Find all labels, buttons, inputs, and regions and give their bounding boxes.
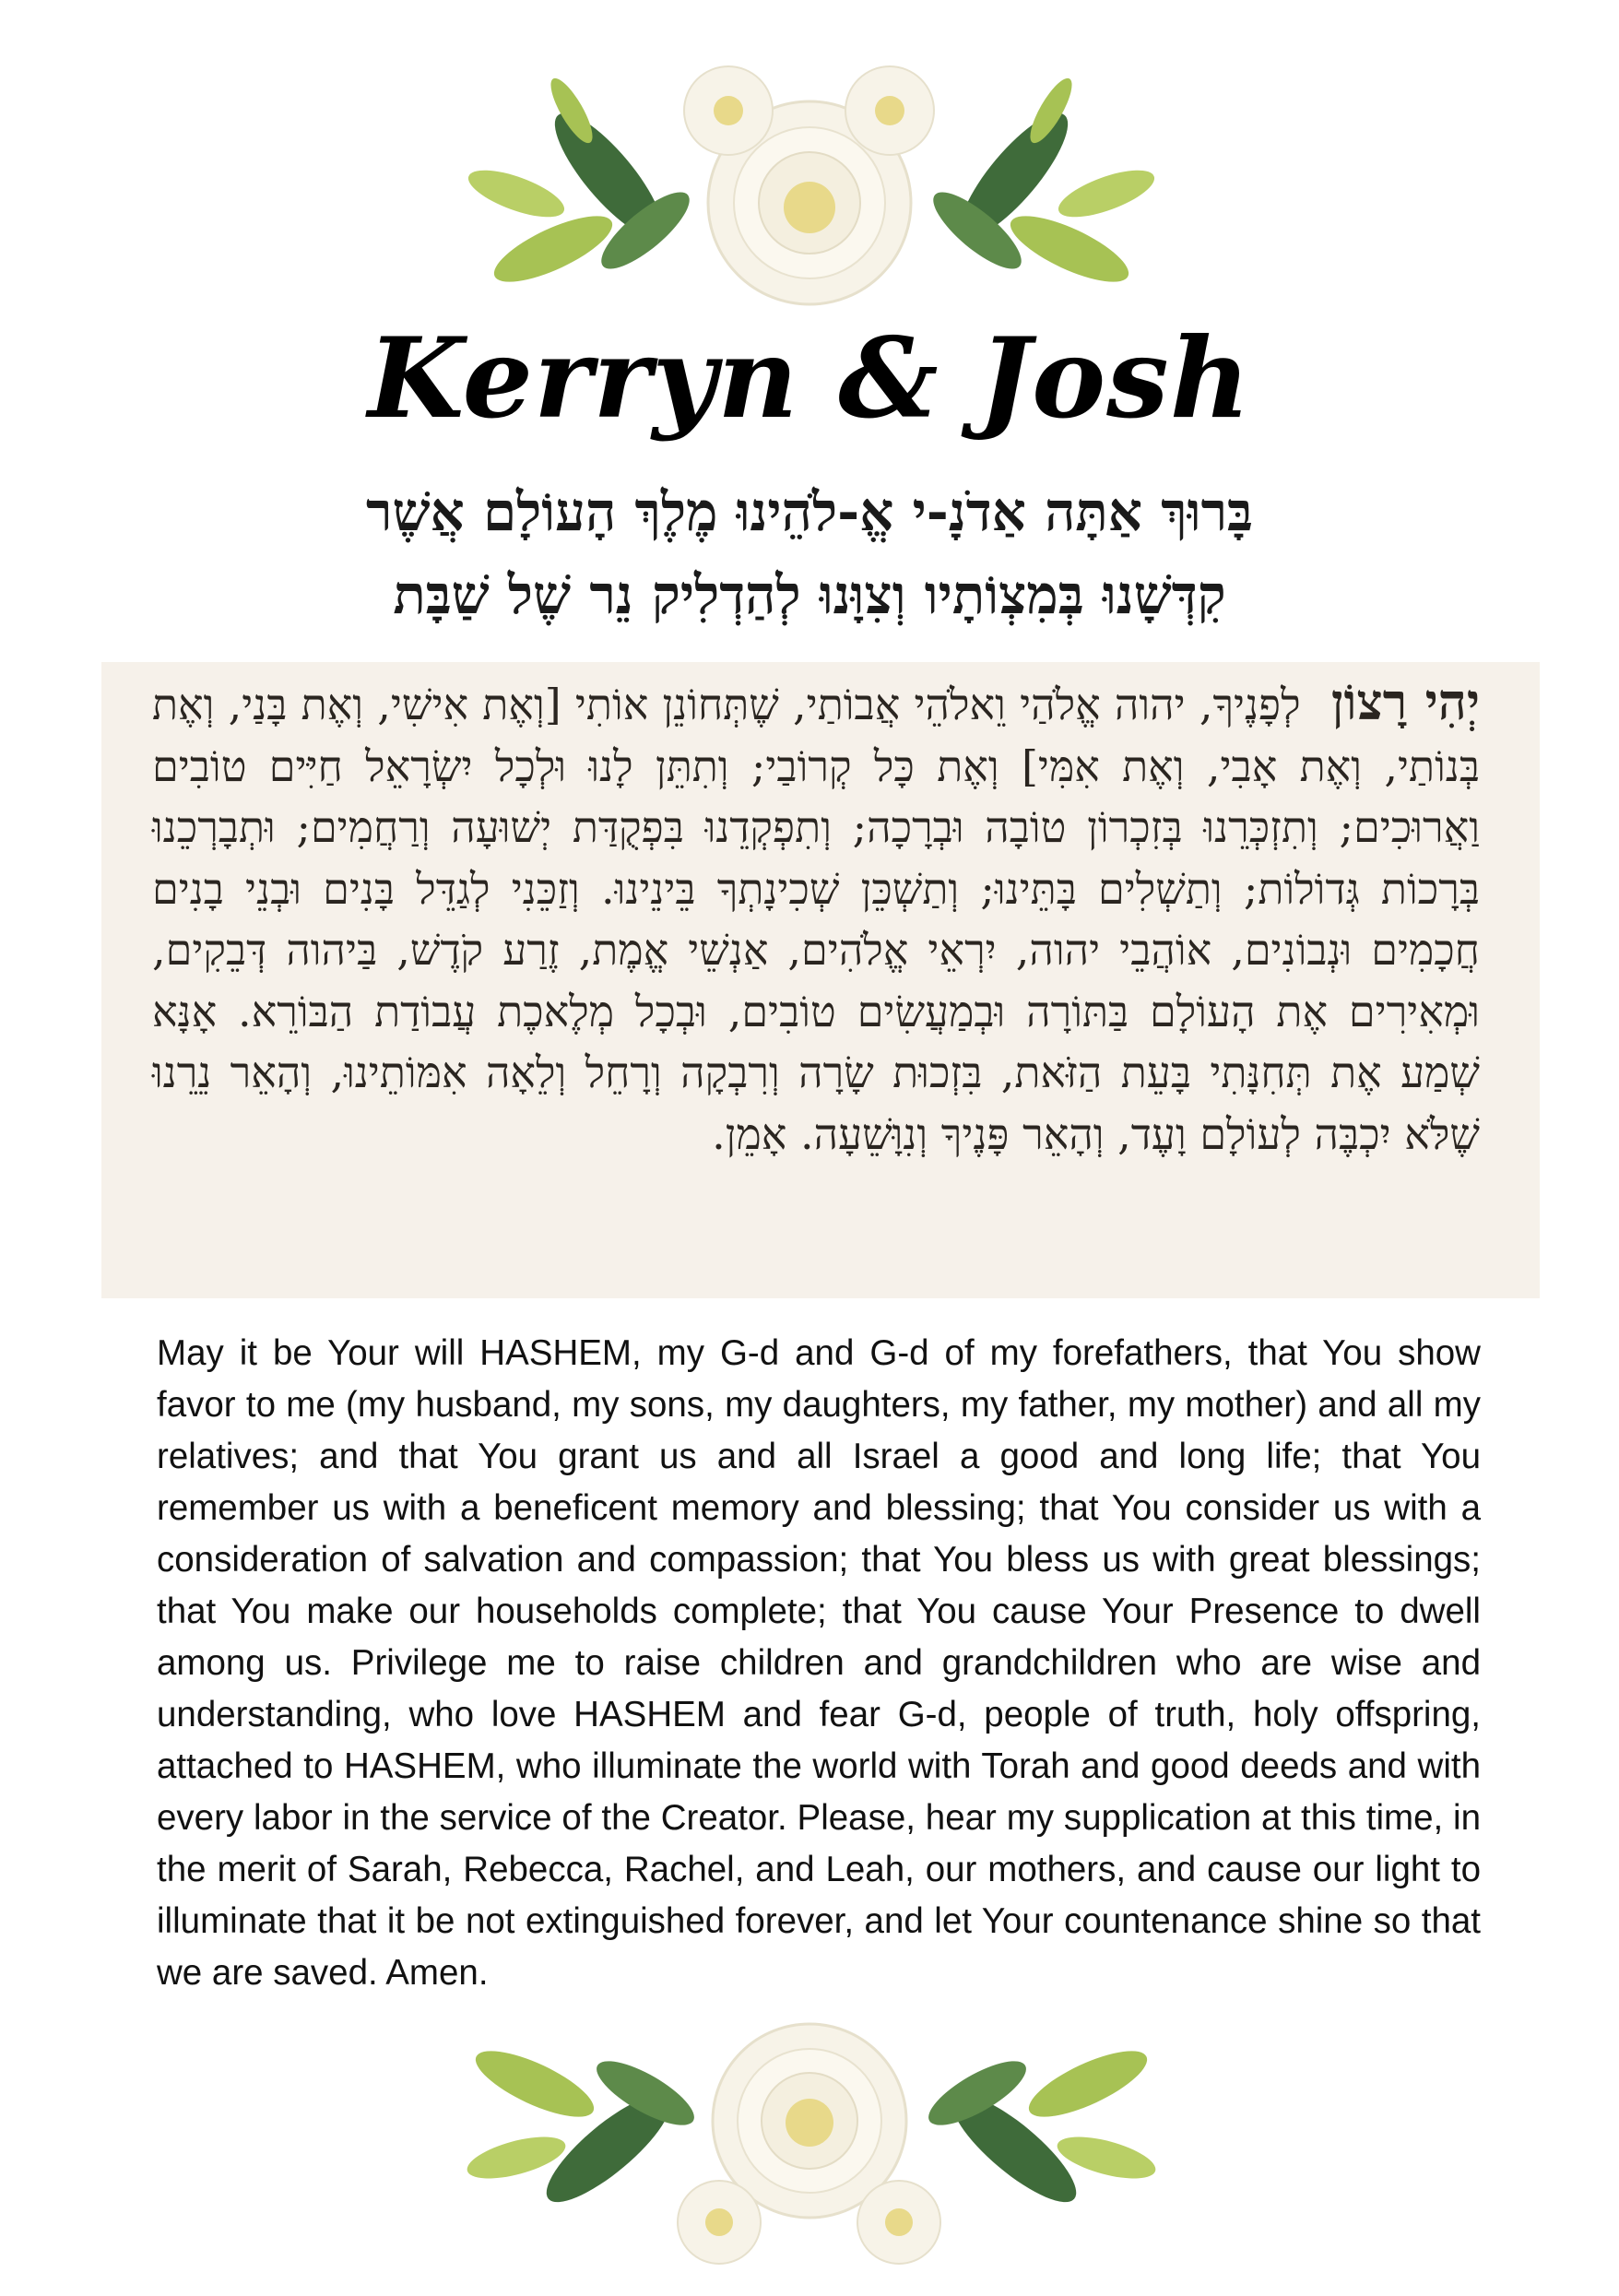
floral-top-icon: [0, 37, 1619, 314]
leaf-cluster-left: [463, 73, 700, 294]
yehi-ratzon-prayer: [152, 671, 1480, 1165]
leaf-cluster-right: [920, 2038, 1160, 2217]
rose-small-left-icon: [678, 2181, 761, 2264]
floral-bottom-icon: [0, 2010, 1619, 2287]
rose-small-left-icon: [684, 66, 773, 155]
rose-small-right-icon: [857, 2181, 940, 2264]
page-title: Kerryn & Josh: [368, 314, 1251, 444]
leaf-cluster-left: [463, 2038, 703, 2217]
english-translation: May it be Your will HASHEM, my G-d and G-d of my forefathers, that You show favor to me (my husband, my sons, my daughters, my father, my mother) and all my relatives; and that You grant us and all Israel a good and long life; that You remember us with a beneficent memory and blessing; that You consider us with a consideration of salvation and compassion; that You bless us with great blessings; that You make our households complete; that You cause Your Presence to dwell among us. Privilege me to raise children and grandchildren who are wise and understanding, who love HASHEM and fear G-d, people of truth, holy offspring, attached to HASHEM, who illuminate the world with Torah and good deeds and with every labor in the service of the Creator. Please, hear my supplication at this time, in the merit of Sarah, Rebecca, Rachel, and Leah, our mothers, and cause our light to illuminate that it be not extinguished forever, and let Your countenance shine so that we are saved. Amen.: [157, 1333, 1481, 1993]
rose-small-right-icon: [845, 66, 934, 155]
leaf-cluster-right: [923, 73, 1160, 294]
candle-blessing: [184, 470, 1435, 636]
prayer-lead-words: יְהִי רָצוֹן: [1330, 672, 1481, 731]
blessing-line-2: קִדְּשָׁנוּ בְּמִצְוֹתָיו וְצִוָּנוּ לְהַדְלִיק נֵר שֶׁל שַׁבָּת: [393, 563, 1226, 626]
blessing-line-1: בָּרוּךְ אַתָּה אַדֹנָ-י אֱ-לֹהֵינוּ מֶלֶךְ הָעוֹלָם אֲשֶׁר: [365, 480, 1254, 543]
prayer-text: לְפָנֶיךָ, יהוה אֱלֹהַי וֵאלֹהֵי אֲבוֹתַי, שֶׁתְּחוֹנֵן אוֹתִי [וְאֶת אִישִׁי, וְאֶת בָּנַי, וְאֶת בְּנוֹתַי, וְאֶת אָבִי, וְאֶת אִמִּי] וְאֶת כָּל קְרוֹבַי; וְתִתֵּן לָנוּ וּלְכָל יִשְׂרָאֵל חַיִּים טוֹבִים וַאֲרוּכִים; וְתִזְכְּרֵנוּ בְּזִכְרוֹן טוֹבָה וּבְרָכָה; וְתִפְקְדֵנוּ בִּפְקֻדַּת יְשׁוּעָה וְרַחֲמִים; וּתְבָרְכֵנוּ בְּרָכוֹת גְּדוֹלוֹת; וְתַשְׁלִים בָּתֵּינוּ; וְתַשְׁכֵּן שְׁכִינָתְךָ בֵּינֵינוּ. וְזַכֵּנִי לְגַדֵּל בָּנִים וּבְנֵי בָנִים חֲכָמִים וּנְבוֹנִים, אוֹהֲבֵי יהוה, יִרְאֵי אֱלֹהִים, אַנְשֵׁי אֱמֶת, זֶרַע קֹדֶשׁ, בַּיהוה דְּבֵקִים, וּמְאִירִים אֶת הָעוֹלָם בַּתּוֹרָה וּבְמַעֲשִׂים טוֹבִים, וּבְכָל מְלֶאכֶת עֲבוֹדַת הַבּוֹרֵא. אָנָּא שְׁמַע אֶת תְּחִנָּתִי בָּעֵת הַזֹּאת, בִּזְכוּת שָׂרָה וְרִבְקָה וְרָחֵל וְלֵאָה אִמּוֹתֵינוּ, וְהָאֵר נֵרֵנוּ שֶׁלֹּא יִכְבֶּה לְעוֹלָם וָעֶד, וְהָאֵר פָּנֶיךָ וְנִוָּשֵׁעָה. אָמֵן.: [152, 680, 1480, 1159]
